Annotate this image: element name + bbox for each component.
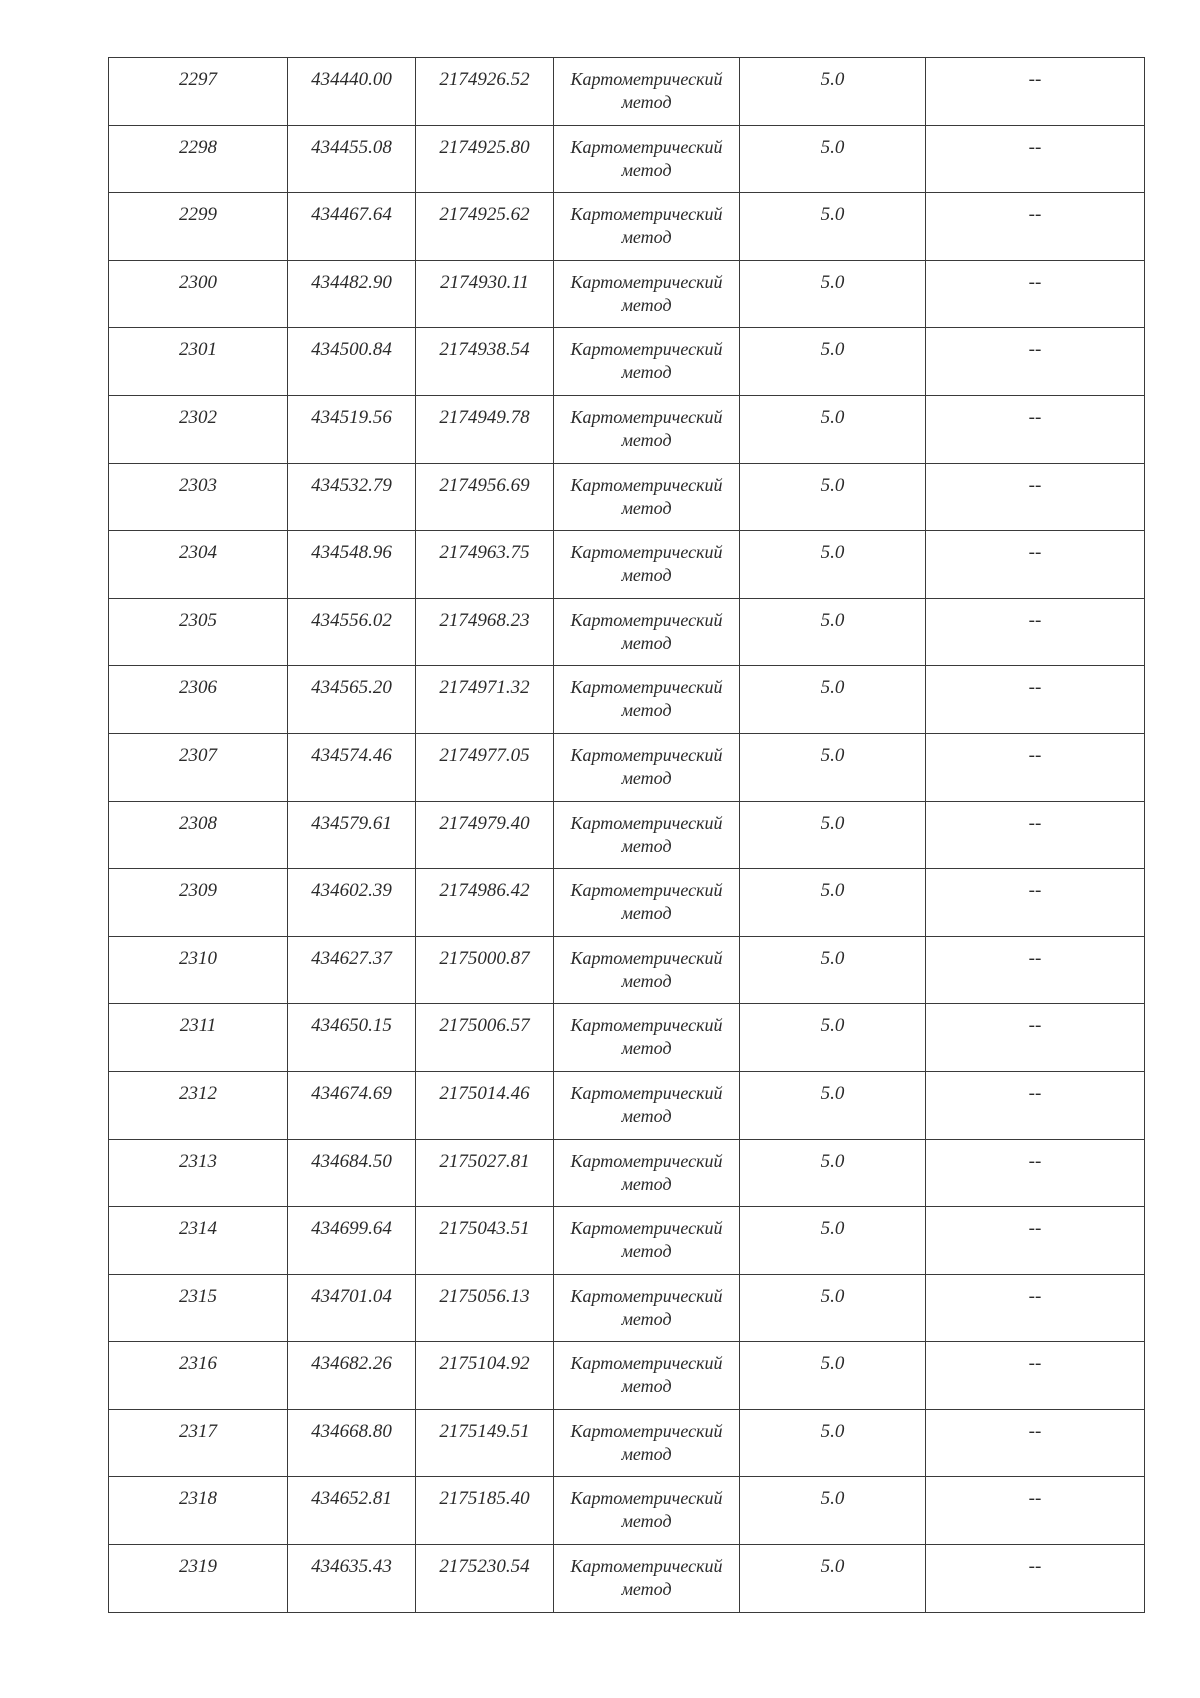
x-coordinate-cell: 434455.08 bbox=[288, 125, 416, 193]
method-line-2: метод bbox=[621, 632, 672, 653]
method-line-1: Картометрический bbox=[570, 1488, 723, 1509]
table-row bbox=[109, 463, 1145, 531]
method-line-1: Картометрический bbox=[570, 947, 723, 968]
point-number-cell: 2311 bbox=[109, 1004, 288, 1072]
table-row bbox=[109, 801, 1145, 869]
x-coordinate-cell: 434674.69 bbox=[288, 1071, 416, 1139]
method-cell bbox=[554, 598, 740, 666]
x-coordinate-cell: 434467.64 bbox=[288, 193, 416, 261]
note-cell: -- bbox=[926, 1477, 1145, 1545]
method-line-2: метод bbox=[621, 1511, 672, 1532]
point-number-cell: 2317 bbox=[109, 1409, 288, 1477]
method-line-2: метод bbox=[621, 700, 672, 721]
method-line-2: метод bbox=[621, 159, 672, 180]
note-cell: -- bbox=[926, 58, 1145, 126]
note-cell: -- bbox=[926, 1342, 1145, 1410]
method-cell bbox=[554, 395, 740, 463]
point-number-cell: 2316 bbox=[109, 1342, 288, 1410]
y-coordinate-cell: 2174930.11 bbox=[416, 260, 554, 328]
point-number-cell: 2310 bbox=[109, 936, 288, 1004]
accuracy-cell: 5.0 bbox=[740, 598, 926, 666]
x-coordinate-cell: 434627.37 bbox=[288, 936, 416, 1004]
method-line-1: Картометрический bbox=[570, 744, 723, 765]
y-coordinate-cell: 2175149.51 bbox=[416, 1409, 554, 1477]
y-coordinate-cell: 2174956.69 bbox=[416, 463, 554, 531]
table-row bbox=[109, 328, 1145, 396]
accuracy-cell: 5.0 bbox=[740, 1004, 926, 1072]
note-cell: -- bbox=[926, 463, 1145, 531]
method-line-1: Картометрический bbox=[570, 677, 723, 698]
method-line-1: Картометрический bbox=[570, 1420, 723, 1441]
table-row bbox=[109, 1207, 1145, 1275]
y-coordinate-cell: 2175014.46 bbox=[416, 1071, 554, 1139]
note-cell: -- bbox=[926, 598, 1145, 666]
accuracy-cell: 5.0 bbox=[740, 666, 926, 734]
method-cell bbox=[554, 936, 740, 1004]
table-row bbox=[109, 666, 1145, 734]
table-row bbox=[109, 1545, 1145, 1613]
method-cell bbox=[554, 666, 740, 734]
accuracy-cell: 5.0 bbox=[740, 1274, 926, 1342]
accuracy-cell: 5.0 bbox=[740, 531, 926, 599]
y-coordinate-cell: 2175006.57 bbox=[416, 1004, 554, 1072]
point-number-cell: 2304 bbox=[109, 531, 288, 599]
table-row bbox=[109, 125, 1145, 193]
point-number-cell: 2318 bbox=[109, 1477, 288, 1545]
method-line-1: Картометрический bbox=[570, 406, 723, 427]
accuracy-cell: 5.0 bbox=[740, 1545, 926, 1613]
y-coordinate-cell: 2175185.40 bbox=[416, 1477, 554, 1545]
point-number-cell: 2307 bbox=[109, 733, 288, 801]
method-cell bbox=[554, 1071, 740, 1139]
point-number-cell: 2301 bbox=[109, 328, 288, 396]
note-cell: -- bbox=[926, 1274, 1145, 1342]
x-coordinate-cell: 434652.81 bbox=[288, 1477, 416, 1545]
method-line-2: метод bbox=[621, 565, 672, 586]
x-coordinate-cell: 434684.50 bbox=[288, 1139, 416, 1207]
method-line-2: метод bbox=[621, 970, 672, 991]
point-number-cell: 2302 bbox=[109, 395, 288, 463]
point-number-cell: 2306 bbox=[109, 666, 288, 734]
point-number-cell: 2313 bbox=[109, 1139, 288, 1207]
method-cell bbox=[554, 125, 740, 193]
method-cell bbox=[554, 1342, 740, 1410]
x-coordinate-cell: 434650.15 bbox=[288, 1004, 416, 1072]
x-coordinate-cell: 434701.04 bbox=[288, 1274, 416, 1342]
method-line-1: Картометрический bbox=[570, 474, 723, 495]
y-coordinate-cell: 2174977.05 bbox=[416, 733, 554, 801]
method-line-2: метод bbox=[621, 835, 672, 856]
x-coordinate-cell: 434668.80 bbox=[288, 1409, 416, 1477]
method-line-2: метод bbox=[621, 1038, 672, 1059]
x-coordinate-cell: 434565.20 bbox=[288, 666, 416, 734]
x-coordinate-cell: 434602.39 bbox=[288, 869, 416, 937]
note-cell: -- bbox=[926, 1139, 1145, 1207]
note-cell: -- bbox=[926, 531, 1145, 599]
y-coordinate-cell: 2174986.42 bbox=[416, 869, 554, 937]
method-cell bbox=[554, 1409, 740, 1477]
accuracy-cell: 5.0 bbox=[740, 328, 926, 396]
method-cell bbox=[554, 463, 740, 531]
x-coordinate-cell: 434440.00 bbox=[288, 58, 416, 126]
table-row bbox=[109, 58, 1145, 126]
method-cell bbox=[554, 1004, 740, 1072]
accuracy-cell: 5.0 bbox=[740, 936, 926, 1004]
method-cell bbox=[554, 733, 740, 801]
table-row bbox=[109, 531, 1145, 599]
point-number-cell: 2297 bbox=[109, 58, 288, 126]
method-line-2: метод bbox=[621, 1241, 672, 1262]
accuracy-cell: 5.0 bbox=[740, 1071, 926, 1139]
accuracy-cell: 5.0 bbox=[740, 1342, 926, 1410]
y-coordinate-cell: 2175104.92 bbox=[416, 1342, 554, 1410]
y-coordinate-cell: 2174963.75 bbox=[416, 531, 554, 599]
x-coordinate-cell: 434482.90 bbox=[288, 260, 416, 328]
note-cell: -- bbox=[926, 328, 1145, 396]
note-cell: -- bbox=[926, 936, 1145, 1004]
point-number-cell: 2299 bbox=[109, 193, 288, 261]
point-number-cell: 2314 bbox=[109, 1207, 288, 1275]
table-row bbox=[109, 1477, 1145, 1545]
note-cell: -- bbox=[926, 1071, 1145, 1139]
accuracy-cell: 5.0 bbox=[740, 1409, 926, 1477]
table-row bbox=[109, 936, 1145, 1004]
method-cell bbox=[554, 1545, 740, 1613]
accuracy-cell: 5.0 bbox=[740, 1477, 926, 1545]
x-coordinate-cell: 434532.79 bbox=[288, 463, 416, 531]
y-coordinate-cell: 2175056.13 bbox=[416, 1274, 554, 1342]
table-row bbox=[109, 1139, 1145, 1207]
table-row bbox=[109, 395, 1145, 463]
accuracy-cell: 5.0 bbox=[740, 1139, 926, 1207]
y-coordinate-cell: 2174968.23 bbox=[416, 598, 554, 666]
x-coordinate-cell: 434500.84 bbox=[288, 328, 416, 396]
note-cell: -- bbox=[926, 1207, 1145, 1275]
method-line-2: метод bbox=[621, 497, 672, 518]
point-number-cell: 2309 bbox=[109, 869, 288, 937]
accuracy-cell: 5.0 bbox=[740, 733, 926, 801]
table-row bbox=[109, 1409, 1145, 1477]
x-coordinate-cell: 434556.02 bbox=[288, 598, 416, 666]
method-line-2: метод bbox=[621, 429, 672, 450]
point-number-cell: 2305 bbox=[109, 598, 288, 666]
method-line-2: метод bbox=[621, 1308, 672, 1329]
accuracy-cell: 5.0 bbox=[740, 260, 926, 328]
note-cell: -- bbox=[926, 260, 1145, 328]
method-line-1: Картометрический bbox=[570, 609, 723, 630]
method-cell bbox=[554, 801, 740, 869]
method-line-1: Картометрический bbox=[570, 1353, 723, 1374]
method-line-1: Картометрический bbox=[570, 1285, 723, 1306]
method-cell bbox=[554, 1139, 740, 1207]
note-cell: -- bbox=[926, 1004, 1145, 1072]
y-coordinate-cell: 2174971.32 bbox=[416, 666, 554, 734]
method-cell bbox=[554, 328, 740, 396]
accuracy-cell: 5.0 bbox=[740, 395, 926, 463]
note-cell: -- bbox=[926, 666, 1145, 734]
note-cell: -- bbox=[926, 733, 1145, 801]
x-coordinate-cell: 434548.96 bbox=[288, 531, 416, 599]
accuracy-cell: 5.0 bbox=[740, 463, 926, 531]
method-cell bbox=[554, 193, 740, 261]
x-coordinate-cell: 434519.56 bbox=[288, 395, 416, 463]
method-line-1: Картометрический bbox=[570, 136, 723, 157]
method-line-1: Картометрический bbox=[570, 1082, 723, 1103]
coordinates-table bbox=[108, 57, 1145, 1613]
method-line-2: метод bbox=[621, 1443, 672, 1464]
table-row bbox=[109, 733, 1145, 801]
coordinates-table-body bbox=[109, 58, 1145, 1613]
note-cell: -- bbox=[926, 869, 1145, 937]
note-cell: -- bbox=[926, 1409, 1145, 1477]
method-line-2: метод bbox=[621, 227, 672, 248]
method-line-1: Картометрический bbox=[570, 1150, 723, 1171]
y-coordinate-cell: 2175230.54 bbox=[416, 1545, 554, 1613]
note-cell: -- bbox=[926, 125, 1145, 193]
method-cell bbox=[554, 260, 740, 328]
note-cell: -- bbox=[926, 801, 1145, 869]
method-line-1: Картометрический bbox=[570, 69, 723, 89]
accuracy-cell: 5.0 bbox=[740, 1207, 926, 1275]
accuracy-cell: 5.0 bbox=[740, 869, 926, 937]
y-coordinate-cell: 2174949.78 bbox=[416, 395, 554, 463]
method-cell bbox=[554, 1274, 740, 1342]
table-row bbox=[109, 1274, 1145, 1342]
method-line-1: Картометрический bbox=[570, 271, 723, 292]
method-line-2: метод bbox=[621, 1376, 672, 1397]
point-number-cell: 2303 bbox=[109, 463, 288, 531]
y-coordinate-cell: 2174979.40 bbox=[416, 801, 554, 869]
x-coordinate-cell: 434635.43 bbox=[288, 1545, 416, 1613]
note-cell: -- bbox=[926, 193, 1145, 261]
accuracy-cell: 5.0 bbox=[740, 193, 926, 261]
table-row bbox=[109, 598, 1145, 666]
method-line-2: метод bbox=[621, 362, 672, 383]
table-row bbox=[109, 193, 1145, 261]
method-line-1: Картометрический bbox=[570, 542, 723, 563]
point-number-cell: 2312 bbox=[109, 1071, 288, 1139]
method-cell bbox=[554, 869, 740, 937]
y-coordinate-cell: 2175000.87 bbox=[416, 936, 554, 1004]
method-line-1: Картометрический bbox=[570, 1218, 723, 1239]
method-line-2: метод bbox=[621, 1105, 672, 1126]
point-number-cell: 2298 bbox=[109, 125, 288, 193]
method-line-2: метод bbox=[621, 903, 672, 924]
y-coordinate-cell: 2175027.81 bbox=[416, 1139, 554, 1207]
method-line-2: метод bbox=[621, 1173, 672, 1194]
point-number-cell: 2315 bbox=[109, 1274, 288, 1342]
table-row bbox=[109, 260, 1145, 328]
accuracy-cell: 5.0 bbox=[740, 801, 926, 869]
table-row bbox=[109, 1342, 1145, 1410]
x-coordinate-cell: 434579.61 bbox=[288, 801, 416, 869]
x-coordinate-cell: 434574.46 bbox=[288, 733, 416, 801]
x-coordinate-cell: 434682.26 bbox=[288, 1342, 416, 1410]
method-cell bbox=[554, 1207, 740, 1275]
method-line-1: Картометрический bbox=[570, 1556, 723, 1577]
y-coordinate-cell: 2174938.54 bbox=[416, 328, 554, 396]
point-number-cell: 2308 bbox=[109, 801, 288, 869]
point-number-cell: 2319 bbox=[109, 1545, 288, 1613]
method-line-1: Картометрический bbox=[570, 1015, 723, 1036]
accuracy-cell: 5.0 bbox=[740, 125, 926, 193]
note-cell: -- bbox=[926, 395, 1145, 463]
method-line-2: метод bbox=[621, 1579, 672, 1600]
y-coordinate-cell: 2174926.52 bbox=[416, 58, 554, 126]
accuracy-cell: 5.0 bbox=[740, 58, 926, 126]
y-coordinate-cell: 2174925.80 bbox=[416, 125, 554, 193]
method-line-1: Картометрический bbox=[570, 880, 723, 901]
method-line-1: Картометрический bbox=[570, 812, 723, 833]
table-row bbox=[109, 1004, 1145, 1072]
method-line-2: метод bbox=[621, 92, 672, 112]
method-line-2: метод bbox=[621, 294, 672, 315]
method-line-2: метод bbox=[621, 767, 672, 788]
y-coordinate-cell: 2174925.62 bbox=[416, 193, 554, 261]
table-row bbox=[109, 869, 1145, 937]
point-number-cell: 2300 bbox=[109, 260, 288, 328]
table-row bbox=[109, 1071, 1145, 1139]
method-line-1: Картометрический bbox=[570, 339, 723, 360]
note-cell: -- bbox=[926, 1545, 1145, 1613]
x-coordinate-cell: 434699.64 bbox=[288, 1207, 416, 1275]
method-cell bbox=[554, 531, 740, 599]
method-cell bbox=[554, 1477, 740, 1545]
method-line-1: Картометрический bbox=[570, 204, 723, 225]
method-cell bbox=[554, 58, 740, 126]
y-coordinate-cell: 2175043.51 bbox=[416, 1207, 554, 1275]
